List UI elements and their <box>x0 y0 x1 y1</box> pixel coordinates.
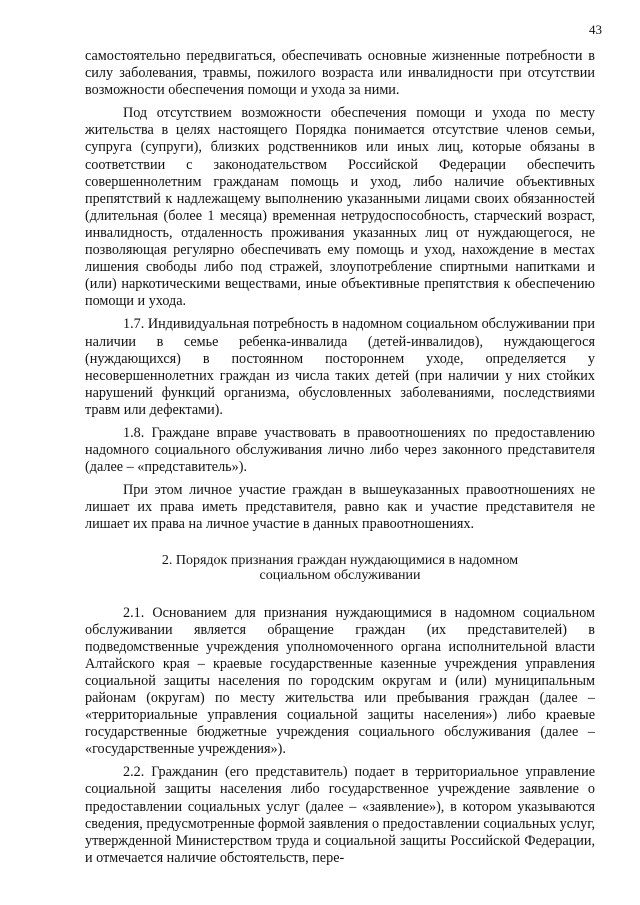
paragraph-continuation: самостоятельно передвигаться, обеспечивать основные жизненные потребности в силу заболевания, травмы, пожилого возраста или инвалидности при отсутствии возможности обеспечения помощи и ухода за ними. <box>85 48 595 99</box>
paragraph-lack-of-care: Под отсутствием возможности обеспечения помощи и ухода по месту жительства в целях настоящего Порядка понимается отсутствие членов семьи, супруга (супруги), близких родственников или иных лиц, которые обязаны в соответствии с законодательством Российской Федерации обеспечить совершеннолетним гражданам помощь и уход, либо наличие объективных препятствий к надлежащему выполнению указанными лицами своих обязанностей (длительная (более 1 месяца) временная нетрудоспособность, старческий возраст, инвалидность, отдаленность проживания указанных лиц от нуждающегося, не позволяющая регулярно обеспечивать ему помощь и уход, нахождение в местах лишения свободы либо под стражей, злоупотребление спиртными напитками и (или) наркотическими веществами, иные объективные препятствия к обеспечению помощи и ухода. <box>85 105 595 310</box>
section-2-heading-line-1: 2. Порядок признания граждан нуждающимися в надомном <box>161 552 519 568</box>
section-2-heading-line-2: социальном обслуживании <box>259 567 421 583</box>
section-2-heading <box>125 553 555 583</box>
page-number: 43 <box>589 22 602 37</box>
paragraph-1-7: 1.7. Индивидуальная потребность в надомном социальном обслуживании при наличии в семье ребенка-инвалида (детей-инвалидов), нуждающегося (нуждающихся) в постоянном постороннем уходе, определяется у несовершеннолетних граждан из числа таких детей (при наличии у них стойких нарушений функций организма, обусловленных заболеваниями, последствиями травм или дефектами). <box>85 316 595 418</box>
paragraph-2-2: 2.2. Гражданин (его представитель) подает в территориальное управление социальной защиты населения либо государственное учреждение заявление о предоставлении социальных услуг (далее – «заявление»), в котором указываются сведения, предусмотренные формой заявления о предоставлении социальных услуг, утвержденной Министерством труда и социальной защиты Российской Федерации, и отмечается наличие обстоятельств, пере- <box>85 764 595 866</box>
paragraph-2-1: 2.1. Основанием для признания нуждающимися в надомном социальном обслуживании является обращение граждан (их представителей) в подведомственные учреждения уполномоченного органа исполнительной власти Алтайского края – краевые государственные казенные учреждения управления социальной защиты населения по городским округам и (или) муниципальным районам (округам) по месту жительства или пребывания граждан (далее – «территориальные управления социальной защиты населения») либо краевые государственные бюджетные учреждения социального обслуживания (далее – «государственные учреждения»). <box>85 604 595 758</box>
paragraph-1-8: 1.8. Граждане вправе участвовать в правоотношениях по предоставлению надомного социального обслуживания лично либо через законного представителя (далее – «представитель»). <box>85 424 595 476</box>
document-body <box>85 48 595 873</box>
paragraph-personal-participation: При этом личное участие граждан в вышеуказанных правоотношениях не лишает их права иметь представителя, равно как и участие представителя не лишает их права на личное участие в данных правоотношениях. <box>85 482 595 533</box>
